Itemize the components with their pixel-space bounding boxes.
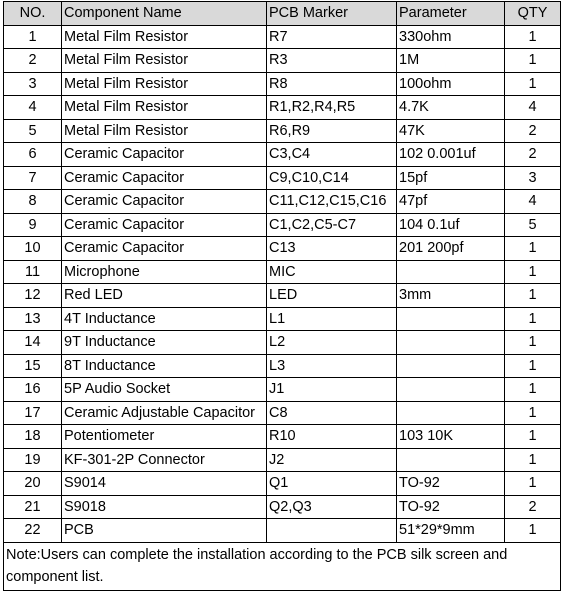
- cell-component-name: KF-301-2P Connector: [62, 448, 267, 472]
- cell-qty: 1: [505, 49, 561, 73]
- table-row: [4, 307, 561, 331]
- cell-no: 2: [4, 49, 62, 73]
- cell-pcb-marker: R6,R9: [267, 119, 397, 143]
- cell-component-name: Metal Film Resistor: [62, 72, 267, 96]
- cell-pcb-marker: R8: [267, 72, 397, 96]
- cell-qty: 1: [505, 72, 561, 96]
- cell-no: 15: [4, 354, 62, 378]
- cell-pcb-marker: Q1: [267, 472, 397, 496]
- cell-qty: 2: [505, 119, 561, 143]
- cell-qty: 1: [505, 260, 561, 284]
- table-row: [4, 519, 561, 543]
- cell-qty: 1: [505, 472, 561, 496]
- header-row: [4, 2, 561, 26]
- cell-parameter: 3mm: [397, 284, 505, 308]
- cell-parameter: 47pf: [397, 190, 505, 214]
- cell-component-name: 4T Inductance: [62, 307, 267, 331]
- cell-component-name: 5P Audio Socket: [62, 378, 267, 402]
- cell-qty: 1: [505, 284, 561, 308]
- cell-pcb-marker: J2: [267, 448, 397, 472]
- note-row: [4, 542, 561, 590]
- table-row: [4, 401, 561, 425]
- cell-component-name: S9014: [62, 472, 267, 496]
- cell-qty: 1: [505, 307, 561, 331]
- cell-qty: 2: [505, 143, 561, 167]
- cell-parameter: 51*29*9mm: [397, 519, 505, 543]
- cell-parameter: 201 200pf: [397, 237, 505, 261]
- cell-parameter: [397, 260, 505, 284]
- cell-parameter: [397, 354, 505, 378]
- table-row: [4, 378, 561, 402]
- cell-no: 17: [4, 401, 62, 425]
- header-component-name: Component Name: [62, 2, 267, 26]
- header-no: NO.: [4, 2, 62, 26]
- table-row: [4, 143, 561, 167]
- cell-pcb-marker: C8: [267, 401, 397, 425]
- cell-parameter: 330ohm: [397, 25, 505, 49]
- table-row: [4, 237, 561, 261]
- cell-component-name: Microphone: [62, 260, 267, 284]
- table-row: [4, 190, 561, 214]
- table-body: [4, 25, 561, 542]
- cell-pcb-marker: J1: [267, 378, 397, 402]
- cell-pcb-marker: C3,C4: [267, 143, 397, 167]
- cell-parameter: [397, 378, 505, 402]
- cell-pcb-marker: L3: [267, 354, 397, 378]
- cell-pcb-marker: R7: [267, 25, 397, 49]
- table-row: [4, 425, 561, 449]
- cell-qty: 1: [505, 519, 561, 543]
- cell-qty: 3: [505, 166, 561, 190]
- cell-parameter: [397, 307, 505, 331]
- cell-pcb-marker: R3: [267, 49, 397, 73]
- cell-pcb-marker: LED: [267, 284, 397, 308]
- cell-no: 8: [4, 190, 62, 214]
- cell-parameter: [397, 331, 505, 355]
- cell-pcb-marker: R1,R2,R4,R5: [267, 96, 397, 120]
- cell-component-name: Ceramic Capacitor: [62, 190, 267, 214]
- cell-parameter: TO-92: [397, 495, 505, 519]
- cell-parameter: 47K: [397, 119, 505, 143]
- cell-parameter: 104 0.1uf: [397, 213, 505, 237]
- cell-qty: 1: [505, 401, 561, 425]
- cell-component-name: PCB: [62, 519, 267, 543]
- cell-no: 7: [4, 166, 62, 190]
- table-row: [4, 260, 561, 284]
- cell-component-name: Red LED: [62, 284, 267, 308]
- cell-qty: 1: [505, 354, 561, 378]
- cell-qty: 1: [505, 425, 561, 449]
- cell-no: 22: [4, 519, 62, 543]
- cell-qty: 1: [505, 331, 561, 355]
- table-header: [4, 2, 561, 26]
- cell-no: 12: [4, 284, 62, 308]
- cell-component-name: Metal Film Resistor: [62, 25, 267, 49]
- cell-no: 1: [4, 25, 62, 49]
- table-row: [4, 25, 561, 49]
- cell-pcb-marker: L1: [267, 307, 397, 331]
- cell-qty: 1: [505, 237, 561, 261]
- header-parameter: Parameter: [397, 2, 505, 26]
- cell-no: 4: [4, 96, 62, 120]
- cell-component-name: Ceramic Adjustable Capacitor: [62, 401, 267, 425]
- table-row: [4, 96, 561, 120]
- cell-no: 6: [4, 143, 62, 167]
- component-list-table: [3, 1, 561, 591]
- cell-no: 19: [4, 448, 62, 472]
- cell-no: 13: [4, 307, 62, 331]
- cell-component-name: 8T Inductance: [62, 354, 267, 378]
- cell-parameter: 1M: [397, 49, 505, 73]
- table-row: [4, 448, 561, 472]
- table-row: [4, 119, 561, 143]
- cell-no: 20: [4, 472, 62, 496]
- table-row: [4, 331, 561, 355]
- cell-qty: 4: [505, 190, 561, 214]
- table-row: [4, 72, 561, 96]
- cell-qty: 1: [505, 25, 561, 49]
- cell-component-name: Ceramic Capacitor: [62, 237, 267, 261]
- table-row: [4, 472, 561, 496]
- cell-no: 9: [4, 213, 62, 237]
- cell-parameter: [397, 401, 505, 425]
- cell-component-name: 9T Inductance: [62, 331, 267, 355]
- table-row: [4, 284, 561, 308]
- cell-pcb-marker: MIC: [267, 260, 397, 284]
- table-footer: [4, 542, 561, 590]
- table-row: [4, 213, 561, 237]
- cell-parameter: 15pf: [397, 166, 505, 190]
- cell-no: 14: [4, 331, 62, 355]
- cell-component-name: Metal Film Resistor: [62, 96, 267, 120]
- cell-no: 18: [4, 425, 62, 449]
- cell-pcb-marker: R10: [267, 425, 397, 449]
- cell-parameter: 4.7K: [397, 96, 505, 120]
- cell-parameter: 103 10K: [397, 425, 505, 449]
- cell-parameter: TO-92: [397, 472, 505, 496]
- cell-qty: 1: [505, 448, 561, 472]
- header-pcb-marker: PCB Marker: [267, 2, 397, 26]
- cell-component-name: Ceramic Capacitor: [62, 143, 267, 167]
- cell-pcb-marker: [267, 519, 397, 543]
- table-row: [4, 49, 561, 73]
- cell-no: 21: [4, 495, 62, 519]
- cell-parameter: 100ohm: [397, 72, 505, 96]
- cell-component-name: Ceramic Capacitor: [62, 213, 267, 237]
- cell-pcb-marker: Q2,Q3: [267, 495, 397, 519]
- cell-component-name: Potentiometer: [62, 425, 267, 449]
- cell-no: 5: [4, 119, 62, 143]
- cell-no: 16: [4, 378, 62, 402]
- installation-note: Note:Users can complete the installation according to the PCB silk screen and component list.: [4, 542, 561, 590]
- cell-component-name: Ceramic Capacitor: [62, 166, 267, 190]
- header-qty: QTY: [505, 2, 561, 26]
- cell-no: 10: [4, 237, 62, 261]
- cell-qty: 4: [505, 96, 561, 120]
- table-row: [4, 354, 561, 378]
- cell-qty: 2: [505, 495, 561, 519]
- cell-parameter: 102 0.001uf: [397, 143, 505, 167]
- cell-component-name: Metal Film Resistor: [62, 119, 267, 143]
- cell-component-name: S9018: [62, 495, 267, 519]
- cell-pcb-marker: C13: [267, 237, 397, 261]
- cell-parameter: [397, 448, 505, 472]
- cell-pcb-marker: C11,C12,C15,C16: [267, 190, 397, 214]
- cell-pcb-marker: C9,C10,C14: [267, 166, 397, 190]
- table-row: [4, 166, 561, 190]
- table-row: [4, 495, 561, 519]
- cell-pcb-marker: L2: [267, 331, 397, 355]
- cell-no: 3: [4, 72, 62, 96]
- cell-qty: 1: [505, 378, 561, 402]
- cell-pcb-marker: C1,C2,C5-C7: [267, 213, 397, 237]
- cell-qty: 5: [505, 213, 561, 237]
- cell-component-name: Metal Film Resistor: [62, 49, 267, 73]
- cell-no: 11: [4, 260, 62, 284]
